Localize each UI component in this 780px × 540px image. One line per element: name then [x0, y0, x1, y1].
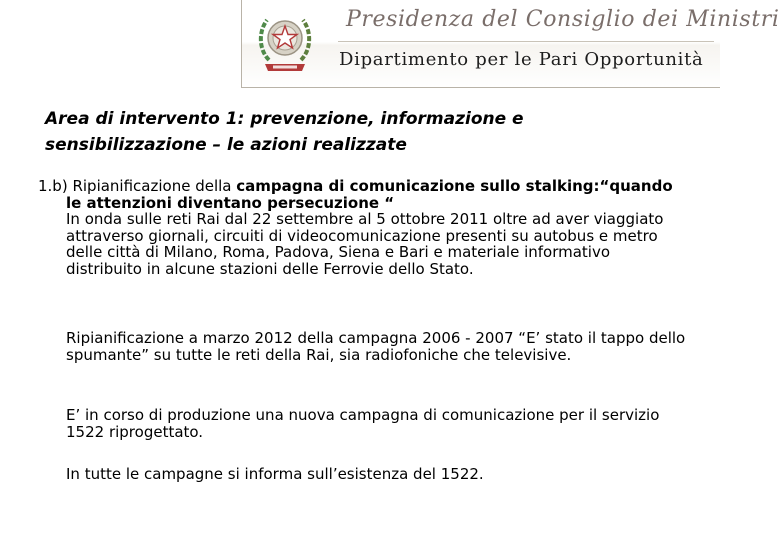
paragraph-new-campaign: E’ in corso di produzione una nuova campagna di comunicazione per il servizio 1522 riprogettato.: [66, 406, 660, 441]
campaign-title: campagna di comunicazione sullo stalking:“quando le attenzioni diventano persecuzione “: [66, 177, 673, 212]
department-title: Dipartimento per le Pari Opportunità: [339, 49, 704, 70]
section-1b-details: In onda sulle reti Rai dal 22 settembre al 5 ottobre 2011 oltre ad aver viaggiato attraverso giornali, circuiti di videocomunicazione presenti su autobus e metro delle città di Milano, Roma, Padova, Siena e Bari e materiale informativo distribuito in alcune stazioni delle Ferrovie dello Stato.: [66, 210, 664, 278]
header-banner: [241, 0, 780, 88]
section-1b-heading: [38, 178, 678, 211]
section-intro: Ripianificazione della: [67, 177, 237, 195]
paragraph-replan-2012: Ripianificazione a marzo 2012 della campagna 2006 - 2007 “E’ stato il tappo dello spumante” su tutte le reti della Rai, sia radiofoniche che televisive.: [66, 329, 686, 364]
italian-republic-emblem-icon: [255, 4, 315, 76]
banner-divider: [338, 41, 714, 42]
slide-title-line2: sensibilizzazione – le azioni realizzate: [45, 135, 407, 155]
slide-title: [45, 106, 665, 158]
slide-title-line1: Area di intervento 1: prevenzione, informazione e: [45, 109, 524, 129]
presidency-title: Presidenza del Consiglio dei Ministri: [346, 7, 780, 32]
section-1b: [38, 178, 678, 277]
paragraph-1522-info: In tutte le campagne si informa sull’esistenza del 1522.: [66, 465, 484, 483]
section-number: 1.b): [38, 177, 68, 195]
